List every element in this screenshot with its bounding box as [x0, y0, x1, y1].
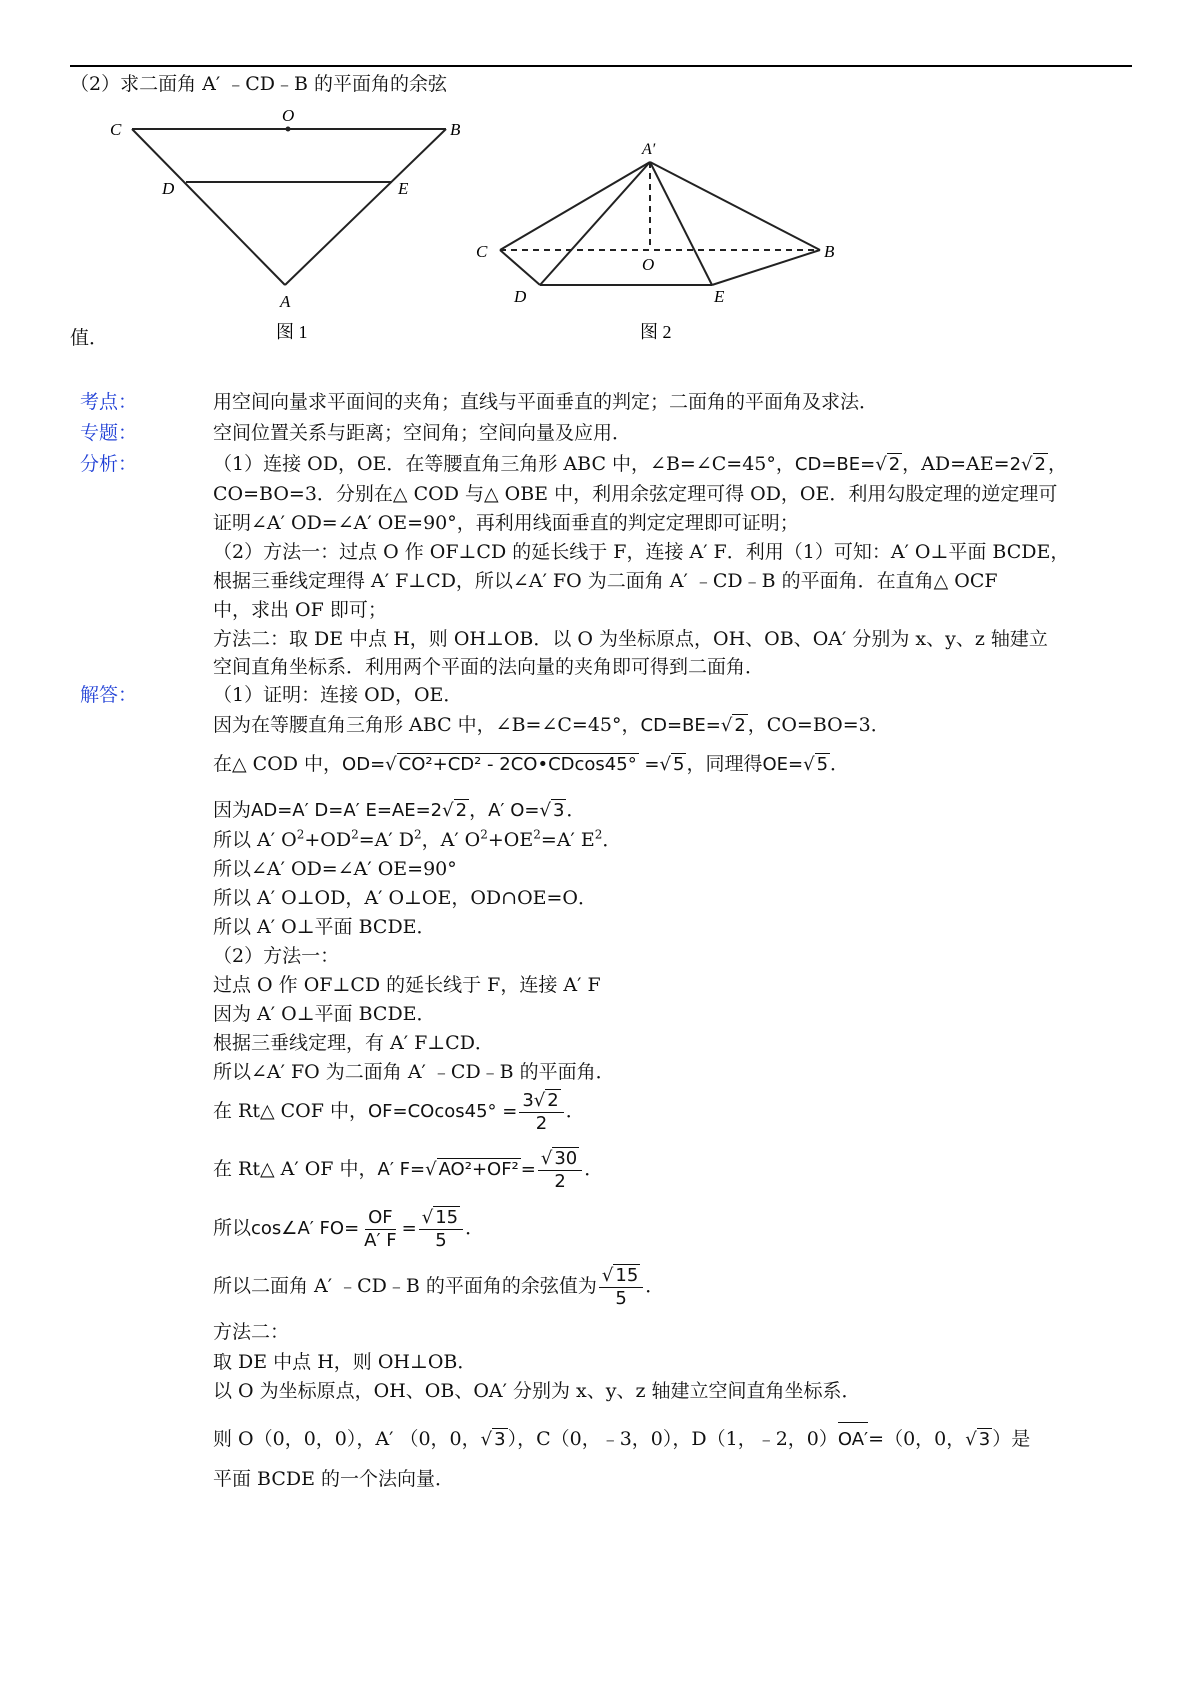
- jieda-line-8: 所以 A′ O⊥平面 BCDE．: [213, 916, 436, 938]
- jieda-line-14: 在 Rt△ COF 中，OF=COcos45° = $\frac{3√ 2}{2}$ ．: [213, 1089, 585, 1134]
- fig2-label-b: B: [824, 242, 835, 261]
- fenxi-line-2: CO=BO=3．分别在△ COD 与△ OBE 中，利用余弦定理可得 OD，OE．利用勾股定理的逆定理可: [213, 483, 1058, 505]
- fig1-label-c: C: [110, 120, 122, 139]
- jieda-line-17: 所以二面角 A′ ﹣CD﹣B 的平面角的余弦值为 $\frac{√ 15}{5}$ ．: [213, 1264, 665, 1309]
- fig2-label-a-prime: A′: [642, 141, 656, 158]
- jieda-line-4: 因为AD=A′ D=A′ E=AE=2√ 2 ，A′ O=√ 3 ．: [213, 799, 586, 821]
- jieda-line-11: 因为 A′ O⊥平面 BCDE．: [213, 1003, 436, 1025]
- jieda-line-3: 在△ COD 中，OD=√ CO²+CD² - 2CO•CDcos45° =√ 5 ，同理得OE=√ 5 ．: [213, 753, 850, 775]
- fig1-label-o: O: [282, 106, 295, 125]
- fig2-label-d: D: [514, 287, 527, 306]
- jieda-line-18: 方法二：: [213, 1321, 290, 1343]
- label-jieda: 解答：: [80, 684, 138, 706]
- fig1-caption: 图 1: [276, 322, 308, 342]
- zhuanti-text: 空间位置关系与距离；空间角；空间向量及应用．: [213, 422, 632, 444]
- value-char: 值．: [70, 327, 109, 349]
- fenxi-line-1: （1）连接 OD，OE．在等腰直角三角形 ABC 中，∠B=∠C=45°，CD=BE=√ 2 ，AD=AE=2√ 2 ，: [213, 453, 1067, 475]
- jieda-line-12: 根据三垂线定理，有 A′ F⊥CD．: [213, 1032, 494, 1054]
- jieda-line-16: 所以cos∠A′ FO= $\frac{OF}{A' F}$ = $\frac{√ 15}{5}$ ．: [213, 1206, 485, 1251]
- label-zhuanti: 专题：: [80, 422, 138, 444]
- kaodian-text: 用空间向量求平面间的夹角；直线与平面垂直的判定；二面角的平面角及求法．: [213, 391, 879, 413]
- jieda-line-22: 平面 BCDE 的一个法向量．: [213, 1468, 455, 1490]
- jieda-line-5: 所以 A′ $O^2+OD^2=A'$ $D^2$，A′ $O^2+OE^2=A'$ $E^2$．: [213, 827, 622, 851]
- jieda-line-15: 在 Rt△ A′ OF 中，A′ F=√ AO²+OF² = $\frac{√ 30}{2}$ ．: [213, 1147, 604, 1192]
- fenxi-line-7: 方法二：取 DE 中点 H，则 OH⊥OB．以 O 为坐标原点，OH、OB、OA′ 分别为 x、y、z 轴建立: [213, 628, 1048, 650]
- fenxi-line-3: 证明∠A′ OD=∠A′ OE=90°，再利用线面垂直的判定定理即可证明；: [213, 512, 799, 534]
- fig1-label-d: D: [162, 179, 175, 198]
- fenxi-line-6: 中，求出 OF 即可；: [213, 599, 387, 621]
- fig1-label-a: A: [280, 292, 291, 311]
- jieda-line-10: 过点 O 作 OF⊥CD 的延长线于 F，连接 A′ F: [213, 974, 601, 996]
- fig2-label-c: C: [476, 242, 488, 261]
- jieda-line-2: 因为在等腰直角三角形 ABC 中，∠B=∠C=45°，CD=BE=√ 2 ，CO=BO=3．: [213, 714, 890, 736]
- fig1-label-e: E: [398, 179, 409, 198]
- fig1-label-b: B: [450, 120, 461, 139]
- jieda-line-7: 所以 A′ O⊥OD，A′ O⊥OE，OD∩OE=O．: [213, 887, 598, 909]
- jieda-line-19: 取 DE 中点 H，则 OH⊥OB．: [213, 1351, 477, 1373]
- fenxi-line-5: 根据三垂线定理得 A′ F⊥CD，所以∠A′ FO 为二面角 A′ ﹣CD﹣B 的平面角．在直角△ OCF: [213, 570, 998, 592]
- fig2-label-e: E: [714, 287, 725, 306]
- figure-2: [470, 130, 870, 345]
- jieda-line-6: 所以∠A′ OD=∠A′ OE=90°: [213, 858, 457, 880]
- jieda-line-20: 以 O 为坐标原点，OH、OB、OA′ 分别为 x、y、z 轴建立空间直角坐标系．: [213, 1380, 861, 1402]
- jieda-line-1: （1）证明：连接 OD，OE．: [213, 684, 463, 706]
- label-kaodian: 考点：: [80, 391, 138, 413]
- fenxi-line-4: （2）方法一：过点 O 作 OF⊥CD 的延长线于 F，连接 A′ F．利用（1）可知：A′ O⊥平面 BCDE，: [213, 541, 1070, 563]
- label-fenxi: 分析：: [80, 453, 138, 475]
- jieda-line-13: 所以∠A′ FO 为二面角 A′ ﹣CD﹣B 的平面角．: [213, 1061, 615, 1083]
- fig2-caption: 图 2: [640, 322, 672, 342]
- jieda-line-9: （2）方法一：: [213, 945, 340, 967]
- fig2-label-o: O: [642, 255, 655, 274]
- fenxi-line-8: 空间直角坐标系．利用两个平面的法向量的夹角即可得到二面角．: [213, 656, 765, 678]
- figure-1: [100, 105, 480, 345]
- question-2-text: （2）求二面角 A′ ﹣CD﹣B 的平面角的余弦: [70, 73, 447, 95]
- jieda-line-21: 则 O（0，0，0），A′ （0，0，√ 3 ），C（0，﹣3，0），D（1，﹣2，0） OA′=（0，0，√ 3 ）是: [213, 1422, 1030, 1452]
- top-rule: [70, 65, 1132, 67]
